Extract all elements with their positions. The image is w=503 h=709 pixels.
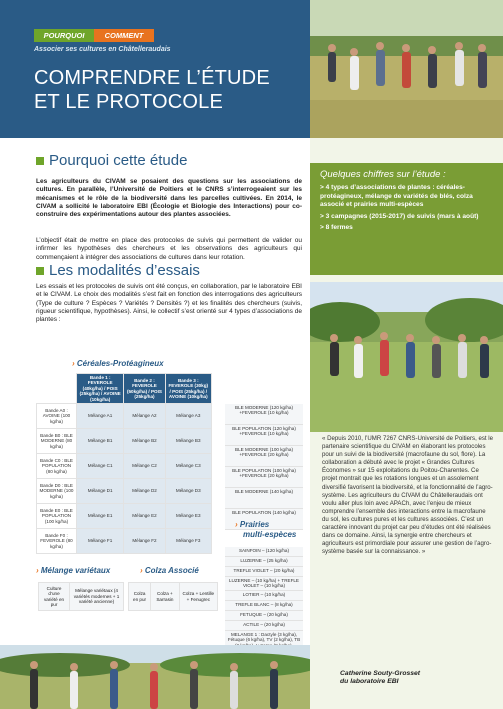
table-cell: Colza + Lentille + Fenugrec <box>179 583 217 611</box>
table-ble-feverole-list <box>225 404 303 530</box>
table-cell: Mélange A1 <box>77 404 124 429</box>
section-heading-pourquoi <box>36 152 187 169</box>
table-cell: Colza en pur <box>129 583 151 611</box>
page-title-line1: COMPRENDRE L’ÉTUDE <box>34 67 270 89</box>
table-title-prairies <box>235 520 296 540</box>
chevron-right-icon: › <box>36 566 41 575</box>
list-item: BLE POPULATION (100 kg/ha) +FEVEROLE (20 kg/ha) <box>225 467 303 488</box>
chevron-right-icon: › <box>235 520 240 529</box>
page-title-line2: ET LE PROTOCOLE <box>34 91 223 113</box>
section-title: Pourquoi cette étude <box>49 152 188 169</box>
list-item: ACTILE – (20 kg/ha) <box>225 621 303 631</box>
table-cell: Mélange E1 <box>77 504 124 529</box>
table-cell: Colza + Sarrasin <box>151 583 180 611</box>
table-cell: Mélange F3 <box>165 529 211 554</box>
table-header: Bande 1 : FEVEROLE (40kg/ha) / POIS (25kg/ha) / AVOINE (10kg/ha) <box>77 374 124 404</box>
bullet-square-icon <box>36 157 44 165</box>
table-header: Bande 2 : FEVEROLE (50kg/ha) / POIS (25kg/ha) <box>124 374 165 404</box>
chevron-right-icon: › <box>72 359 77 368</box>
header-subtitle: Associer ses cultures en Châtelleraudais <box>34 46 171 53</box>
table-title-colza <box>140 566 199 575</box>
photo-field-group-middle <box>310 282 503 432</box>
table-cell: Mélange E2 <box>124 504 165 529</box>
table-cell: Mélange B1 <box>77 429 124 454</box>
tab-comment: COMMENT <box>94 29 154 42</box>
key-facts-heading: Quelques chiffres sur l’étude : <box>320 169 446 180</box>
section1-paragraph1: Les agriculteurs du CIVAM se posaient des questions sur les associations de cultures. En parallèle, l’Université de Poitiers et le CNRS s’interrogeaient sur les mécanismes et le rôle de la biodiversité dans les parcelles cultivées. En 2014, le CIVAM a sollicité le laboratoire EBI (Écologie et Biologie des Interactions) pour co-construire des expérimentations autour des plantes associées. <box>36 178 302 219</box>
table-cell: Mélange E3 <box>165 504 211 529</box>
table-title-text: Prairies <box>239 520 270 529</box>
key-fact-item: > 3 campagnes (2015-2017) de suivis (mars à août) <box>320 212 479 220</box>
quote-text: « Depuis 2010, l’UMR 7267 CNRS-Université de Poitiers, est le partenaire scientifique du CIVAM en élaborant les protocoles pour un suivi de la biodiversité (macrofaune du sol, flore). La collaboration a débuté avec le projet « Grandes Cultures Économes » sur 15 exploitations du Poitou-Charentes. Ce projet montrait que les rotations longues et un assolement diversifié favorisent la biodiversité, et la fonctionnalité de l’agro-système. Les agriculteurs du CIVAM du Châtelleraudais ont voulu aller plus loin avec APACh, avec l’enjeu de mieux comprendre l’ensemble des interactions entre la macrofaune du sol, les cultures pures et les cultures associées. C’est un caractère innovant du projet car peu d’études ont été réalisées dans ce domaine. Ainsi, la synergie entre chercheurs et agriculteurs est primordiale pour assurer une gestion de l’agro-système basée sur la connaissance. » <box>322 435 494 556</box>
section-title: Les modalités d’essais <box>49 262 200 279</box>
chevron-right-icon: › <box>140 566 145 575</box>
list-item: FETUQUE – (20 kg/ha) <box>225 611 303 621</box>
section1-paragraph2: L’objectif était de mettre en place des protocoles de suivis qui permettent de valider ou infirmer les hypothèses des chercheurs et les observations des agriculteurs qui commençaient à intégrer des associations de cultures dans leur rotation. <box>36 237 302 261</box>
table-colza-associe <box>128 582 218 611</box>
list-item: MELANGE 1 : Dactyle (3 kg/ha), Fétuque (6 kg/ha), TV (2 kg/ha), TB <box>225 631 303 660</box>
key-fact-item: > 8 fermes <box>320 224 353 232</box>
list-item: SAINFOIN – (120 kg/ha) <box>225 547 303 557</box>
signature-name: Catherine Souty-Grosset <box>340 670 421 677</box>
table-cell: Mélange F2 <box>124 529 165 554</box>
table-title-text: Mélange variétaux <box>40 566 111 575</box>
table-cell: Mélange D3 <box>165 479 211 504</box>
table-melange-varietaux <box>38 582 124 611</box>
table-cell: Mélange C1 <box>77 454 124 479</box>
table-row-label: Bande D0 : BLE MODERNE (100 kg/ha) <box>37 479 77 504</box>
list-item: TREFLE VIOLET – (20 kg/ha) <box>225 567 303 577</box>
key-facts-box <box>310 163 503 275</box>
table-title-melange <box>36 566 110 575</box>
table-cell: Mélange A2 <box>124 404 165 429</box>
header-banner <box>0 0 310 138</box>
table-cereales-proteagineux <box>36 373 212 554</box>
table-cell: Mélange D2 <box>124 479 165 504</box>
tab-pourquoi: POURQUOI <box>34 29 94 42</box>
page-title <box>34 66 270 114</box>
signature-affiliation: du laboratoire EBI <box>340 678 399 686</box>
table-row-label: Bande A0 : AVOINE (100 kg/ha) <box>37 404 77 429</box>
quote-signature <box>340 670 490 686</box>
table-corner <box>37 374 77 404</box>
list-item: BLE POPULATION (140 kg/ha) <box>225 509 303 530</box>
list-item: BLE MODERNE (140 kg/ha) <box>225 488 303 509</box>
table-cell: Mélange F1 <box>77 529 124 554</box>
section2-paragraph1: Les essais et les protocoles de suivis ont été conçus, en collaboration, par le laboratoire EBI et le CIVAM. Le choix des modalités s’est fait en fonction des interrogations des agriculteurs (Type de culture ? Espèces ? Variétés ? Densités ?) et les finalités des chercheurs (suivis, rigueur scientifique, hypothèses). Ainsi, le collectif s’est orienté sur 4 types d’associations de plantes : <box>36 283 302 324</box>
table-row-label: Bande B0 : BLE MODERNE (80 kg/ha) <box>37 429 77 454</box>
table-title-cereales <box>72 359 164 368</box>
table-title-text: Colza Associé <box>144 566 199 575</box>
list-item: TREFLE BLANC – (8 kg/ha) <box>225 601 303 611</box>
list-item: LUZERNE – (10 kg/ha) + TREFLE VIOLET – (10 kg/ha) <box>225 577 303 591</box>
table-cell: Mélange A3 <box>165 404 211 429</box>
section-heading-modalites <box>36 262 200 279</box>
bullet-square-icon <box>36 267 44 275</box>
photo-field-visit-bottom <box>0 645 310 709</box>
table-cell: Mélange variétaux (4 variétés modernes + 1 variété ancienne) <box>70 583 124 611</box>
table-cell: Mélange C2 <box>124 454 165 479</box>
table-cell: Culture d’une variété en pur <box>39 583 70 611</box>
table-cell: Mélange D1 <box>77 479 124 504</box>
table-header: Bande 3 : FEVEROLE (30kg) / POIS (25kg/ha) / AVOINE (10kg/ha) <box>165 374 211 404</box>
table-row-label: Bande C0 : BLE POPULATION (80 kg/ha) <box>37 454 77 479</box>
list-item: BLE MODERNE (100 kg/ha) +FEVEROLE (20 kg/ha) <box>225 446 303 467</box>
table-title-text: multi-espèces <box>243 530 297 539</box>
header-tabs <box>34 29 154 42</box>
table-title-text: Céréales-Protéagineux <box>76 359 164 368</box>
list-item: LOTIER – (10 kg/ha) <box>225 591 303 601</box>
list-item: LUZERNE – (25 kg/ha) <box>225 557 303 567</box>
table-cell: Mélange B3 <box>165 429 211 454</box>
list-item: BLE MODERNE (120 kg/ha) +FEVEROLE (10 kg/ha) <box>225 404 303 425</box>
table-row-label: Bande E0 : BLE POPULATION (100 kg/ha) <box>37 504 77 529</box>
table-cell: Mélange C3 <box>165 454 211 479</box>
table-cell: Mélange B2 <box>124 429 165 454</box>
list-item: BLE POPULATION (120 kg/ha) +FEVEROLE (10 kg/ha) <box>225 425 303 446</box>
table-row-label: Bande F0 : FEVEROLE (80 kg/ha) <box>37 529 77 554</box>
key-fact-item: > 4 types d’associations de plantes : céréales-protéagineux, mélange de variétés de blés, colza associé et prairies multi-espèces <box>320 184 473 209</box>
